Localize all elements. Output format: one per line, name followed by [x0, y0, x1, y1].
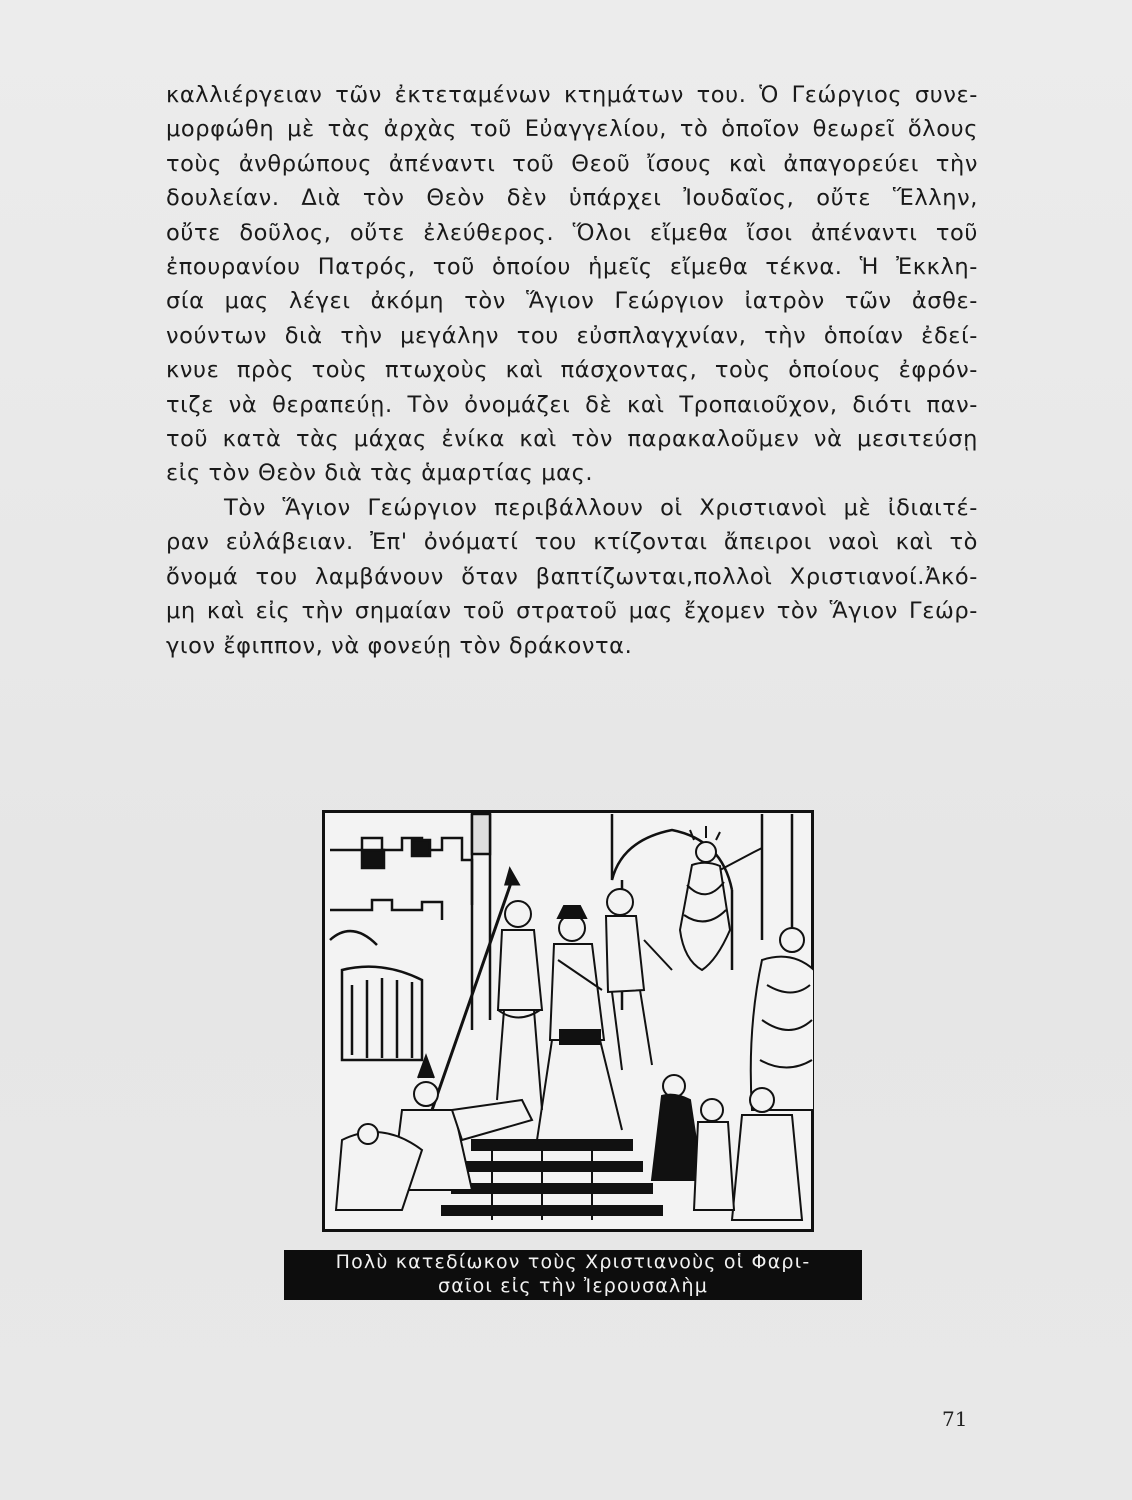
- text-line: ραν εὐλάβειαν. Ἐπ' ὀνόματί του κτίζονται ἄπειροι ναοὶ καὶ τὸ: [166, 529, 978, 556]
- text-line: γιον ἔφιππον, νὰ φονεύῃ τὸν δράκοντα.: [166, 632, 633, 659]
- caption-line-2: σαῖοι εἰς τὴν Ἰερουσαλὴμ: [437, 1275, 709, 1297]
- figure-caption: [284, 1250, 862, 1300]
- paragraph-2: [166, 491, 978, 663]
- text-line: τοῦ κατὰ τὰς μάχας ἐνίκα καὶ τὸν παρακαλοῦμεν νὰ μεσιτεύσῃ: [166, 426, 978, 453]
- text-line: Τὸν Ἅγιον Γεώργιον περιβάλλουν οἱ Χριστιανοὶ μὲ ἰδιαιτέ-: [224, 494, 978, 521]
- text-line: τιζε νὰ θεραπεύῃ. Τὸν ὀνομάζει δὲ καὶ Τροπαιοῦχον, διότι παν-: [166, 391, 978, 418]
- text-line: ἐπουρανίου Πατρός, τοῦ ὁποίου ἡμεῖς εἴμεθα τέκνα. Ἡ Ἐκκλη-: [166, 254, 978, 281]
- text-line: μη καὶ εἰς τὴν σημαίαν τοῦ στρατοῦ μας ἔχομεν τὸν Ἅγιον Γεώρ-: [166, 598, 978, 625]
- caption-line-1: Πολὺ κατεδίωκον τοὺς Χριστιανοὺς οἱ Φαρι-: [335, 1251, 811, 1273]
- page-number: 71: [942, 1407, 968, 1431]
- paragraph-1: [166, 78, 978, 491]
- text-line: σία μας λέγει ἀκόμη τὸν Ἅγιον Γεώργιον ἰατρὸν τῶν ἀσθε-: [166, 288, 978, 315]
- text-line: καλλιέργειαν τῶν ἐκτεταμένων κτημάτων του. Ὁ Γεώργιος συνε-: [166, 82, 978, 108]
- text-line: οὔτε δοῦλος, οὔτε ἐλεύθερος. Ὅλοι εἴμεθα ἴσοι ἀπέναντι τοῦ: [166, 219, 978, 246]
- illustration: [322, 810, 814, 1232]
- persecution-illustration-svg: [322, 810, 814, 1232]
- text-line: ὄνομά του λαμβάνουν ὅταν βαπτίζωνται,πολλοὶ Χριστιανοί.Ἀκό-: [166, 563, 978, 590]
- text-line: νούντων διὰ τὴν μεγάλην του εὐσπλαγχνίαν, τὴν ὁποίαν ἐδεί-: [166, 322, 978, 349]
- text-line: εἰς τὸν Θεὸν διὰ τὰς ἁμαρτίας μας.: [166, 460, 594, 487]
- text-line: δουλείαν. Διὰ τὸν Θεὸν δὲν ὑπάρχει Ἰουδαῖος, οὔτε Ἕλλην,: [166, 185, 978, 212]
- text-line: κνυε πρὸς τοὺς πτωχοὺς καὶ πάσχοντας, τοὺς ὁποίους ἐφρόν-: [166, 357, 978, 384]
- body-text: [166, 78, 978, 663]
- text-line: μορφώθη μὲ τὰς ἀρχὰς τοῦ Εὐαγγελίου, τὸ ὁποῖον θεωρεῖ ὅλους: [166, 116, 978, 143]
- text-line: τοὺς ἀνθρώπους ἀπέναντι τοῦ Θεοῦ ἴσους καὶ ἀπαγορεύει τὴν: [166, 150, 978, 177]
